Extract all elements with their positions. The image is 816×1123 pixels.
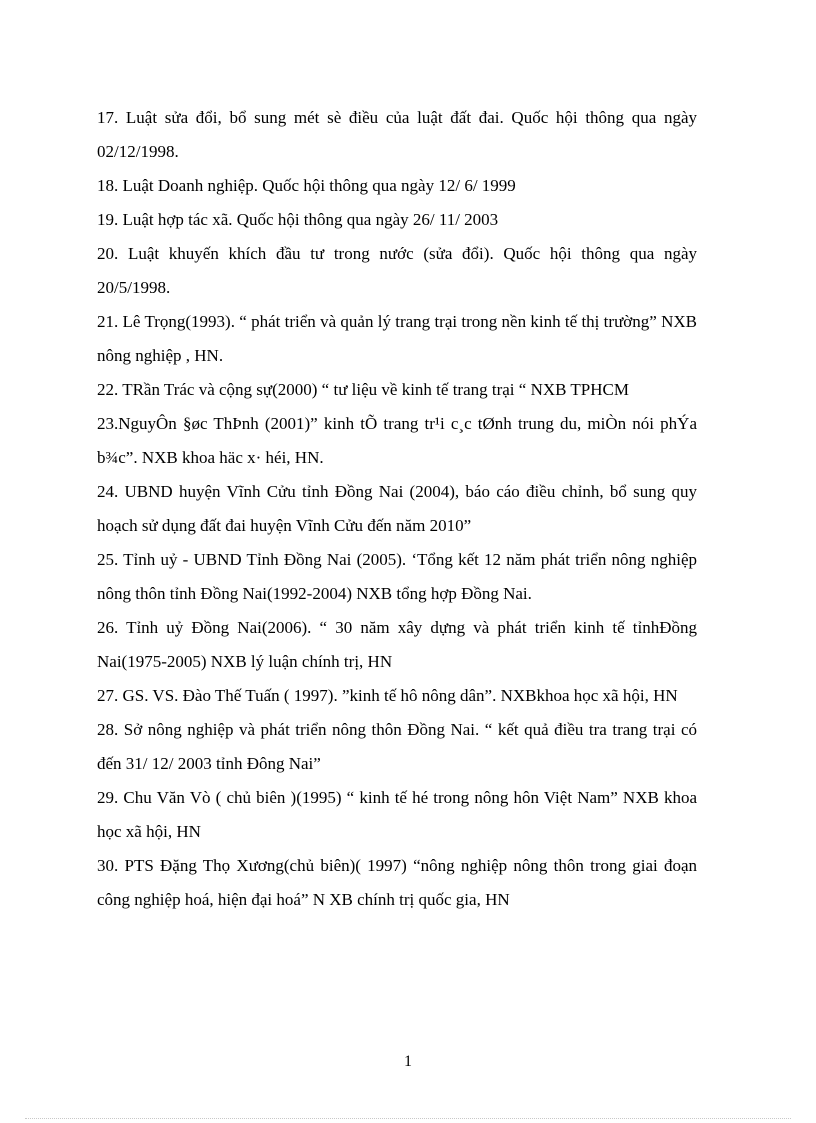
page-bottom-divider xyxy=(25,1118,791,1119)
reference-item-26: 26. Tỉnh uỷ Đồng Nai(2006). “ 30 năm xây dựng và phát triển kinh tế tỉnhĐồng Nai(1975-2005) NXB lý luận chính trị, HN xyxy=(97,618,697,671)
reference-item-21: 21. Lê Trọng(1993). “ phát triển và quản lý trang trại trong nền kinh tế thị trường” NXB nông nghiệp , HN. xyxy=(97,312,697,365)
reference-item-24: 24. UBND huyện Vĩnh Cửu tỉnh Đồng Nai (2004), báo cáo điều chỉnh, bổ sung quy hoạch sử dụng đất đai huyện Vĩnh Cửu đến năm 2010” xyxy=(97,482,697,535)
reference-item-22: 22. TRần Trác và cộng sự(2000) “ tư liệu về kinh tế trang trại “ NXB TPHCM xyxy=(97,380,629,399)
reference-item-30: 30. PTS Đặng Thọ Xương(chủ biên)( 1997) “nông nghiệp nông thôn trong giai đoạn công nghiệp hoá, hiện đại hoá” N XB chính trị quốc gia, HN xyxy=(97,856,697,909)
reference-item-18: 18. Luật Doanh nghiệp. Quốc hội thông qua ngày 12/ 6/ 1999 xyxy=(97,176,516,195)
reference-item-17: 17. Luật sửa đổi, bổ sung mét sè điều của luật đất đai. Quốc hội thông qua ngày 02/12/1998. xyxy=(97,108,697,161)
reference-item-23: 23.NguyÔn §øc ThÞnh (2001)” kinh tÕ trang tr¹i c¸c tØnh trung du, miÒn nói phÝa b¾c”. NXB khoa häc x· héi, HN. xyxy=(97,414,697,467)
reference-list xyxy=(97,101,697,917)
reference-item-25: 25. Tỉnh uỷ - UBND Tỉnh Đồng Nai (2005). ‘Tổng kết 12 năm phát triển nông nghiệp nông thôn tỉnh Đồng Nai(1992-2004) NXB tổng hợp Đồng Nai. xyxy=(97,550,697,603)
reference-item-28: 28. Sở nông nghiệp và phát triển nông thôn Đồng Nai. “ kết quả điều tra trang trại có đến 31/ 12/ 2003 tỉnh Đông Nai” xyxy=(97,720,697,773)
reference-item-19: 19. Luật hợp tác xã. Quốc hội thông qua ngày 26/ 11/ 2003 xyxy=(97,210,499,229)
page-number: 1 xyxy=(404,1053,412,1070)
reference-item-27: 27. GS. VS. Đào Thế Tuấn ( 1997). ”kinh tế hô nông dân”. NXBkhoa học xã hội, HN xyxy=(97,686,678,705)
reference-item-29: 29. Chu Văn Vò ( chủ biên )(1995) “ kinh tế hé trong nông hôn Việt Nam” NXB khoa học xã hội, HN xyxy=(97,788,697,841)
reference-item-20: 20. Luật khuyến khích đầu tư trong nước (sửa đổi). Quốc hội thông qua ngày 20/5/1998. xyxy=(97,244,697,297)
